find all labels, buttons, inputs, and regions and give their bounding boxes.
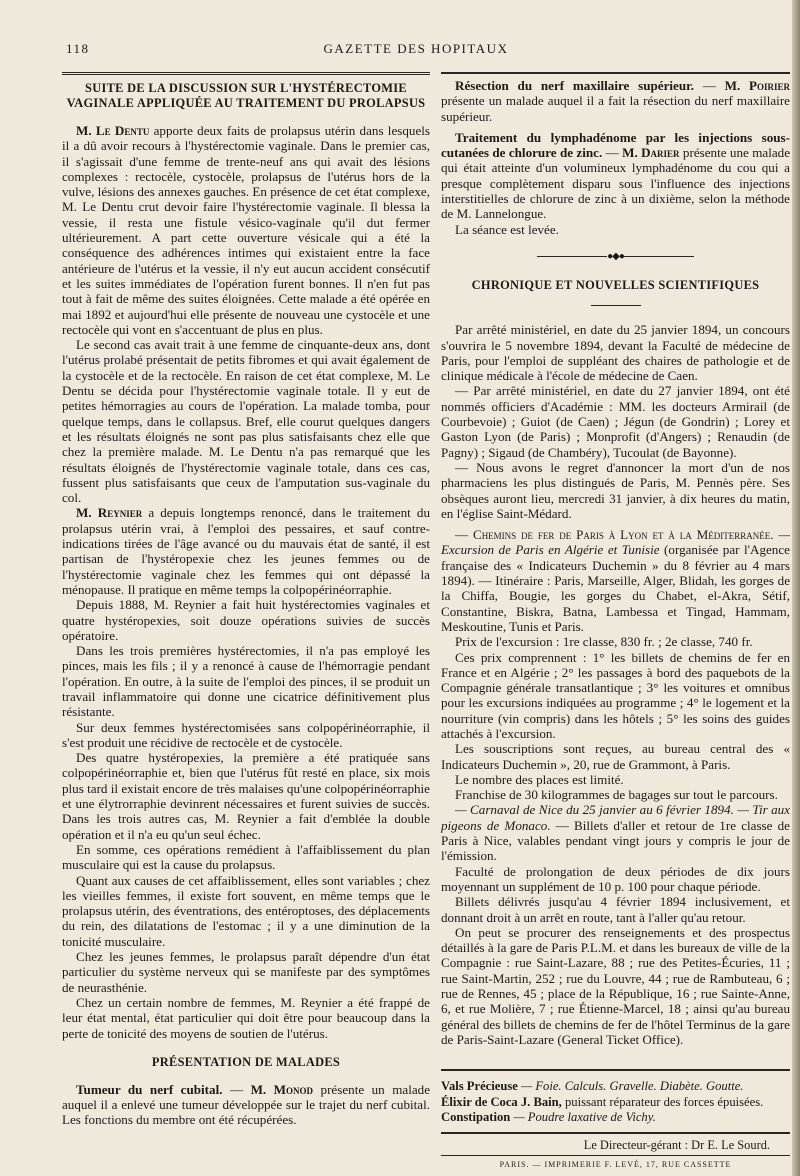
author-name: M. Monod: [250, 1081, 314, 1097]
paragraph: M. Le Dentu apporte deux faits de prolapsus utérin dans lesquels il a dû avoir recours à l'hystérectomie vaginale. Dans le premier cas, il s'agissait d'une femme de trente-neuf ans qui avait des lésions complexes : rectocèle, cystocèle, prolapsus de l'utérus hors de la vulve, lésions des annexes gauches. En présence de cet état complexe, M. Le Dentu crut devoir faire l'hystérectomie vaginale. Il blessa la vessie, il resta une fistule vésico-vaginale qu'il dut fermer ultérieurement. A part cette ouverture vésicale qui a été la conséquence des adhérences intimes qui existaient entre la face antérieure de l'utérus et la vessie, il n'y eut aucun accident consécutif et les suites immédiates de l'opération furent bonnes. Il n'en fut pas tout à fait de même des suites éloignées. Cette malade a été opérée en mai 1892 et aujourd'hui elle présente de nouveau une cystocèle et une rectocèle qui vont en s'accentuant de plus en plus.: [62, 123, 430, 337]
paragraph: Chez un certain nombre de femmes, M. Reynier a été frappé de leur état mental, état particulier qui doit être pour beaucoup dans la perte de tonicité des moyens de soutien de l'utérus.: [62, 994, 430, 1041]
section-title-presentation: PRÉSENTATION DE MALADES: [151, 1054, 341, 1069]
paragraph: Franchise de 30 kilogrammes de bagages sur tout le parcours.: [455, 787, 778, 803]
advertisement: Constipation — Poudre laxative de Vichy.: [441, 1110, 656, 1125]
page-header: [66, 38, 786, 60]
paragraph: Prix de l'excursion : 1re classe, 830 fr. ; 2e classe, 740 fr.: [455, 634, 753, 650]
paragraph: Le nombre des places est limité.: [455, 771, 624, 787]
director-signature: Le Directeur-gérant : Dr E. Le Sourd.: [583, 1137, 770, 1152]
paragraph: On peut se procurer des renseignements et des prospectus détaillés à la gare de Paris P.L.M. et dans les bureaux de ville de la Compagnie : rue Saint-Lazare, 88 ; rue des Petites-Écuries, 11 ; rue Saint-Martin, 252 ; rue du Louvre, 44 ; rue de Rambuteau, 6 ; rue de Rennes, 45 ; place de la République, 16 ; rue Sainte-Anne, 6, et rue Molière, 7 ; rue Étienne-Marcel, 18 ; ainsi qu'au bureau général des billets de chemins de fer de l'hôtel Terminus de la gare de Paris-Saint-Lazare (General Ticket Office).: [441, 924, 790, 1047]
paragraph: Quant aux causes de cet affaiblissement, elles sont variables ; chez les vieilles femmes, il existe fort souvent, en même temps que le prolapsus utérin, des éventrations, des entéroptoses, des déplacements du rein, des dilatations de l'estomac ; il y a une diminution de la tonicité musculaire.: [62, 872, 430, 949]
paragraph: Traitement du lymphadénome par les injections sous-cutanées de chlorure de zinc. — M. Darier présente une malade qui était atteinte d'un volumineux lymphadénome du cou qui a presque complètement disparu sous l'influence des injections interstitielles de chlorure de zinc à un dixième, selon la méthode de M. Lannelongue.: [441, 129, 791, 222]
top-rule: [441, 72, 790, 74]
left-column: [62, 64, 430, 1128]
author-name: M. Poirier: [724, 78, 790, 93]
footer-rule: [441, 1132, 790, 1134]
top-rule: [62, 72, 430, 75]
advertisement: Vals Précieuse — Foie. Calculs. Gravelle. Diabète. Goutte.: [441, 1079, 744, 1094]
author-name: M. Reynier: [76, 505, 143, 521]
paragraph: Sur deux femmes hystérectomisées sans colpopérinéorraphie, il s'est produit une récidive de rectocèle et de cystocèle.: [62, 719, 430, 750]
paragraph: Chez les jeunes femmes, le prolapsus paraît dépendre d'un état particulier du système nerveux qui se manifeste par des symptômes de neurasthénie.: [62, 949, 430, 995]
paragraph: M. Reynier a depuis longtemps renoncé, dans le traitement du prolapsus utérin vrai, à l'emploi des pessaires, et sauf contre-indications tirées de l'âge avancé ou du mauvais état de santé, il est partisan de l'hystéropexie chez les jeunes femmes ou de l'hystérectomie vaginale chez les femmes qui ont dépassé la ménopause. Il pratique en même temps la colpopérinéorraphie.: [62, 505, 430, 597]
divider: [591, 305, 641, 306]
right-column: [441, 64, 790, 1172]
paragraph: Dans les trois premières hystérectomies, il n'a pas employé les pinces, mais les fils ; il y a renoncé à cause de l'hémorragie pendant l'opération. En outre, à la suite de l'emploi des pinces, il se produit un travail inflammatoire qui donne une cicatrice définitivement plus résistante.: [62, 643, 430, 720]
paragraph: Faculté de prolongation de deux périodes de dix jours moyennant un supplément de 10 p. 100 pour chaque période.: [441, 863, 790, 894]
paragraph: Tumeur du nerf cubital. — M. Monod présente un malade auquel il a enlevé une tumeur développée sur le trajet du nerf cubital. Les fonctions du membre ont été récupérées.: [62, 1081, 431, 1128]
paragraph: Ces prix comprennent : 1° les billets de chemins de fer en France et en Algérie ; 2° les passages à bord des paquebots de la Compagnie générale transatlantique ; 3° les voitures et omnibus pour les excursions indiquées au programme ; 4° le logement et la nourriture (vin compris) dans les hôtels ; 5° les soins des guides attachés à l'excursion.: [441, 649, 790, 741]
paragraph: La séance est levée.: [455, 221, 559, 237]
advertisement: Élixir de Coca J. Bain, puissant réparateur des forces épuisées.: [441, 1094, 764, 1109]
item-title: Tumeur du nerf cubital.: [76, 1081, 223, 1097]
paragraph: Les souscriptions sont reçues, au bureau central des « Indicateurs Duchemin », 20, rue de Grammont, à Paris.: [441, 741, 790, 772]
item-title: Résection du nerf maxillaire supérieur.: [455, 78, 695, 93]
author-name: M. Le Dentu: [76, 123, 150, 138]
author-name: M. Darier: [622, 145, 680, 161]
paragraph: — Nous avons le regret d'annoncer la mort d'un de nos pharmaciens les plus distingués de Paris, M. Pennès père. Ses obsèques auront lieu, mercredi 31 janvier, à dix heures du matin, en l'église Saint-Médard.: [441, 459, 790, 521]
paragraph: — Carnaval de Nice du 25 janvier au 6 février 1894. — Tir aux pigeons de Monaco. — Billets d'aller et retour de 1re classe de Paris à Nice, valables pendant vingt jours y compris le jour de l'émission.: [441, 802, 790, 864]
paragraph: — Chemins de fer de Paris à Lyon et à la Méditerranée. — Excursion de Paris en Algérie et Tunisie (organisée par l'Agence française des « Indicateurs Duchemin » du 8 février au 4 mars 1894). — Itinéraire : Paris, Marseille, Alger, Blidah, les gorges de la Chiffa, Bougie, les gorges du Chabet, el-Akra, Sétif, Constantine, Biskra, Batna, Lambessa et Tingad, Hammam, Meskoutine, Tunis et Paris.: [441, 527, 790, 634]
printer-imprint: PARIS. — IMPRIMERIE F. LEVÉ, 17, RUE CASSETTE: [441, 1155, 790, 1172]
paragraph: Résection du nerf maxillaire supérieur. — M. Poirier présente un malade auquel il a fait la résection du nerf maxillaire supérieur.: [441, 78, 790, 124]
item-title: Traitement du lymphadénome par les injections sous-cutanées de chlorure de zinc.: [441, 129, 790, 161]
paragraph: — Par arrêté ministériel, en date du 27 janvier 1894, ont été nommés officiers d'Académie : MM. les docteurs Armirail (de Courbevoie) ; Guiot (de Caen) ; Jégun (de Gondrin) ; Lorey et Gaston Lyon (de Paris) ; Monprofit (d'Angers) ; Renaudin (de Pagny) ; Sigaud (de Chambéry), Tucoulat (de Bayonne).: [441, 383, 790, 460]
journal-title: GAZETTE DES HOPITAUX: [323, 41, 509, 56]
advertisement-block: [441, 1069, 790, 1126]
section-title-chronique: CHRONIQUE ET NOUVELLES SCIENTIFIQUES: [471, 278, 760, 293]
page-edge: [792, 0, 800, 1176]
section-title-hysterectomie: SUITE DE LA DISCUSSION SUR L'HYSTÉRECTOMIE VAGINALE APPLIQUÉE AU TRAITEMENT DU PROLAPSUS: [66, 81, 426, 110]
page-number: 118: [66, 41, 90, 56]
paragraph: Le second cas avait trait à une femme de cinquante-deux ans, dont l'utérus prolabé présentait de petits fibromes et qui avait également de la cystocèle et de la rectocèle. En raison de cet état complexe, M. Le Dentu se décida pour l'hystérectomie vaginale totale. Il y eut de petites hémorragies au cours de l'opération. La malade tomba, pour quelque temps, dans le collapsus. Bref, elle courut quelques dangers et les résultats éloignés ne sont pas plus satisfaisants chez elle que chez la première malade. M. Le Dentu n'a pas remarqué que les résultats éloignés de l'hystérectomie vaginale totale, dans ces cas, fussent plus satisfaisants que ceux de l'amputation sus-vaginale du col.: [62, 337, 430, 506]
paragraph: En somme, ces opérations remédient à l'affaiblissement du plan musculaire qui est la cause du prolapsus.: [62, 841, 430, 873]
paragraph: Des quatre hystéropexies, la première a été pratiquée sans colpopérinéorraphie et, bien que l'utérus fût resté en place, six mois plus tard il existait encore de très malaises qu'une colpopérinéorraphie et une élytrorraphie devinrent nécessaires et furent suivies de succès. Dans les trois autres cas, M. Reynier a fait d'emblée la double opération et il n'a eu qu'un seul échec.: [62, 750, 430, 842]
ornament-divider: ●◆●: [441, 249, 790, 264]
item-title: — Chemins de fer de Paris à Lyon et à la Méditerranée.: [455, 527, 774, 543]
paragraph: Depuis 1888, M. Reynier a fait huit hystérectomies vaginales et quatre hystéropexies, soit douze opérations suivies de succès opératoire.: [62, 597, 430, 643]
paragraph: Billets délivrés jusqu'au 4 février 1894 inclusivement, et donnant droit à un arrêt en route, tant à l'aller qu'au retour.: [441, 894, 790, 925]
paragraph: Par arrêté ministériel, en date du 25 janvier 1894, un concours s'ouvrira le 5 novembre 1894, devant la Faculté de médecine de Paris, pour l'emploi de suppléant des chaires de pathologie et de clinique médicale à l'école de médecine de Caen.: [441, 322, 790, 384]
